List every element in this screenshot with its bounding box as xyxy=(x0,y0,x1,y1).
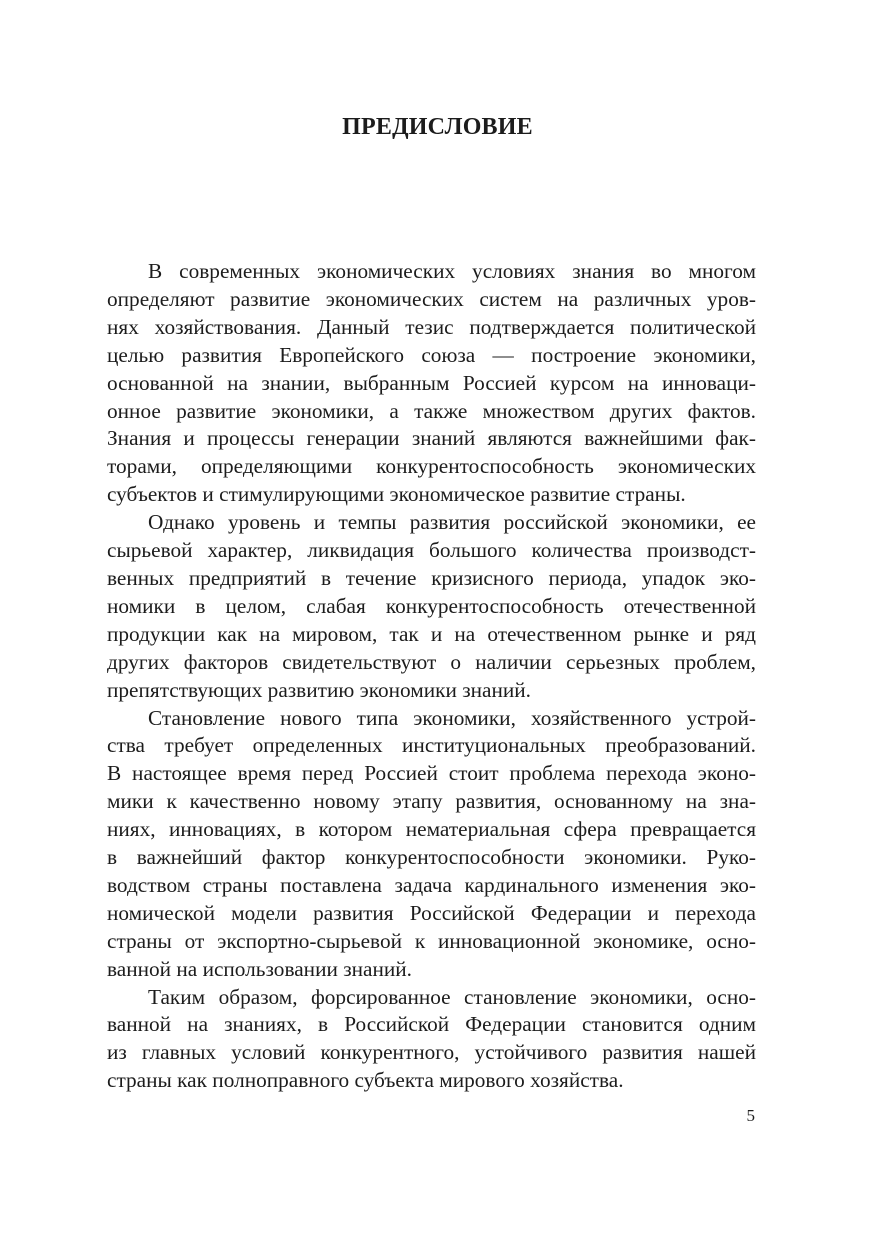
text-line: венных предприятий в течение кризисного периода, упадок эко- xyxy=(107,565,756,590)
text-line: субъектов и стимулирующими экономическое развитие страны. xyxy=(107,482,686,507)
body-text xyxy=(107,258,756,1095)
text-line: определяют развитие экономических систем на различных уров- xyxy=(107,286,756,311)
text-line: онное развитие экономики, а также множеством других фактов. xyxy=(107,398,756,423)
paragraph xyxy=(107,984,756,1096)
page-title: ПРЕДИСЛОВИЕ xyxy=(342,114,533,140)
text-line: препятствующих развитию экономики знаний. xyxy=(107,677,531,702)
text-line: сырьевой характер, ликвидация большого количества производст- xyxy=(107,538,756,563)
text-line: Таким образом, форсированное становление экономики, осно- xyxy=(148,984,756,1009)
text-line: Знания и процессы генерации знаний являются важнейшими фак- xyxy=(107,426,756,451)
text-line: страны как полноправного субъекта мирового хозяйства. xyxy=(107,1068,624,1093)
text-line: продукции как на мировом, так и на отечественном рынке и ряд xyxy=(107,621,756,646)
text-line: ства требует определенных институциональных преобразований. xyxy=(107,733,756,758)
text-line: торами, определяющими конкурентоспособность экономических xyxy=(107,454,756,479)
text-line: ниях, инновациях, в котором нематериальная сфера превращается xyxy=(107,817,756,842)
text-line: основанной на знании, выбранным Россией курсом на инноваци- xyxy=(107,370,756,395)
text-line: из главных условий конкурентного, устойчивого развития нашей xyxy=(107,1040,756,1065)
paragraph xyxy=(107,258,756,509)
text-line: номики в целом, слабая конкурентоспособность отечественной xyxy=(107,593,756,618)
text-line: Однако уровень и темпы развития российской экономики, ее xyxy=(148,510,756,535)
text-line: ванной на использовании знаний. xyxy=(107,956,412,981)
text-line: в важнейший фактор конкурентоспособности экономики. Руко- xyxy=(107,845,756,870)
text-line: В современных экономических условиях знания во многом xyxy=(148,259,756,283)
page-number: 5 xyxy=(746,1106,755,1125)
paragraph xyxy=(107,705,756,984)
text-line: целью развития Европейского союза — построение экономики, xyxy=(107,342,756,367)
text-line: водством страны поставлена задача кардинального изменения эко- xyxy=(107,872,756,897)
text-line: страны от экспортно-сырьевой к инновационной экономике, осно- xyxy=(107,928,756,953)
text-line: других факторов свидетельствуют о наличии серьезных проблем, xyxy=(107,649,756,674)
text-line: В настоящее время перед Россией стоит проблема перехода эконо- xyxy=(107,761,756,786)
text-line: нях хозяйствования. Данный тезис подтверждается политической xyxy=(107,314,756,339)
text-line: Становление нового типа экономики, хозяйственного устрой- xyxy=(148,705,756,730)
paragraph xyxy=(107,509,756,704)
text-line: мики к качественно новому этапу развития, основанному на зна- xyxy=(107,789,756,814)
text-line: номической модели развития Российской Федерации и перехода xyxy=(107,900,756,925)
text-line: ванной на знаниях, в Российской Федерации становится одним xyxy=(107,1012,756,1037)
